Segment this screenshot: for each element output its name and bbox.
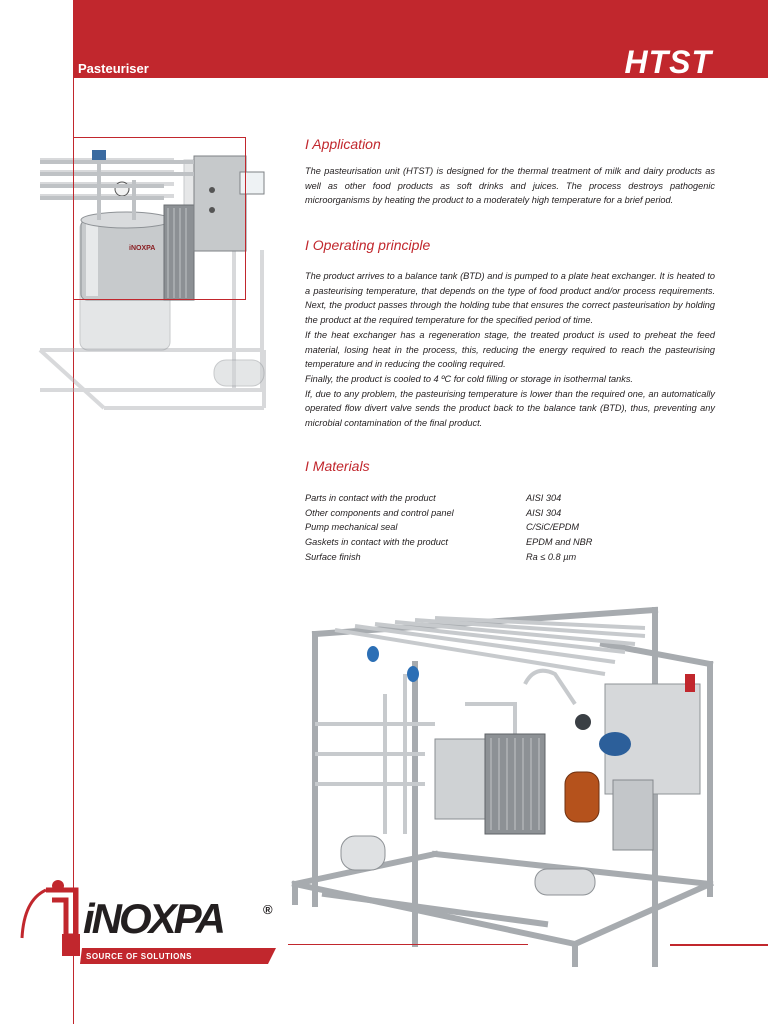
materials-section <box>305 458 715 474</box>
operating-heading: I Operating principle <box>305 237 431 253</box>
logo-registered: ® <box>263 902 273 917</box>
material-value: C/SiC/EPDM <box>526 522 580 533</box>
materials-row <box>305 491 592 506</box>
application-text: The pasteurisation unit (HTST) is designed for the thermal treatment of milk and dairy products as well as other food products as soft drinks and juices. The process destroys pathogenic microorganisms by heating the product to a moderately high temperature for a brief period. <box>305 166 715 206</box>
operating-paragraph: If the heat exchanger has a regeneration stage, the treated product is used to preheat the feed material, losing heat in the process, this, reducing the energy required to reach the pasteurising temperature and in reducing the cooling required. <box>305 329 715 370</box>
inoxpa-logo <box>18 872 286 966</box>
header-subtitle: Pasteuriser <box>78 61 149 76</box>
materials-row <box>305 520 592 535</box>
material-value: AISI 304 <box>526 493 562 504</box>
material-part: Gaskets in contact with the product <box>305 537 448 548</box>
logo-wordmark: iNOXPA <box>83 895 223 942</box>
operating-paragraph: The product arrives to a balance tank (BTD) and is pumped to a plate heat exchanger. It is heated to a pasteurising temperature, that depends on the type of food product and/or process requirements. Next, the product passes through the holding tube that ensures the correct pasteurisation by holding the product at the required temperature for the specified period of time. <box>305 271 715 326</box>
svg-text:iNOXPA: iNOXPA <box>129 245 156 252</box>
materials-row <box>305 535 592 550</box>
materials-row <box>305 506 592 521</box>
materials-table <box>305 491 592 564</box>
application-section <box>305 136 715 208</box>
footer-rule-right <box>670 944 768 946</box>
logo-tagline: SOURCE OF SOLUTIONS <box>86 952 192 961</box>
material-part: Pump mechanical seal <box>305 522 398 533</box>
material-value: EPDM and NBR <box>526 537 593 548</box>
pasteuriser-photo-large <box>285 604 717 976</box>
materials-heading: I Materials <box>305 458 370 474</box>
application-heading: I Application <box>305 136 381 152</box>
material-part: Surface finish <box>305 551 361 562</box>
operating-paragraph: If, due to any problem, the pasteurising temperature is lower than the required one, an automatically operated flow divert valve sends the product back to the balance tank (BTD), thus, preventing any microbial contamination of the final product. <box>305 388 715 429</box>
operating-paragraph: Finally, the product is cooled to 4 ºC for cold filling or storage in isothermal tanks. <box>305 373 633 384</box>
operating-section <box>305 237 715 431</box>
material-value: Ra ≤ 0.8 µm <box>526 551 577 562</box>
footer-rule-left <box>288 944 528 945</box>
header-title: HTST <box>624 44 712 80</box>
material-part: Parts in contact with the product <box>305 493 436 504</box>
materials-row <box>305 549 592 564</box>
material-part: Other components and control panel <box>305 507 454 518</box>
photo-highlight-frame <box>73 137 246 300</box>
material-value: AISI 304 <box>526 507 562 518</box>
